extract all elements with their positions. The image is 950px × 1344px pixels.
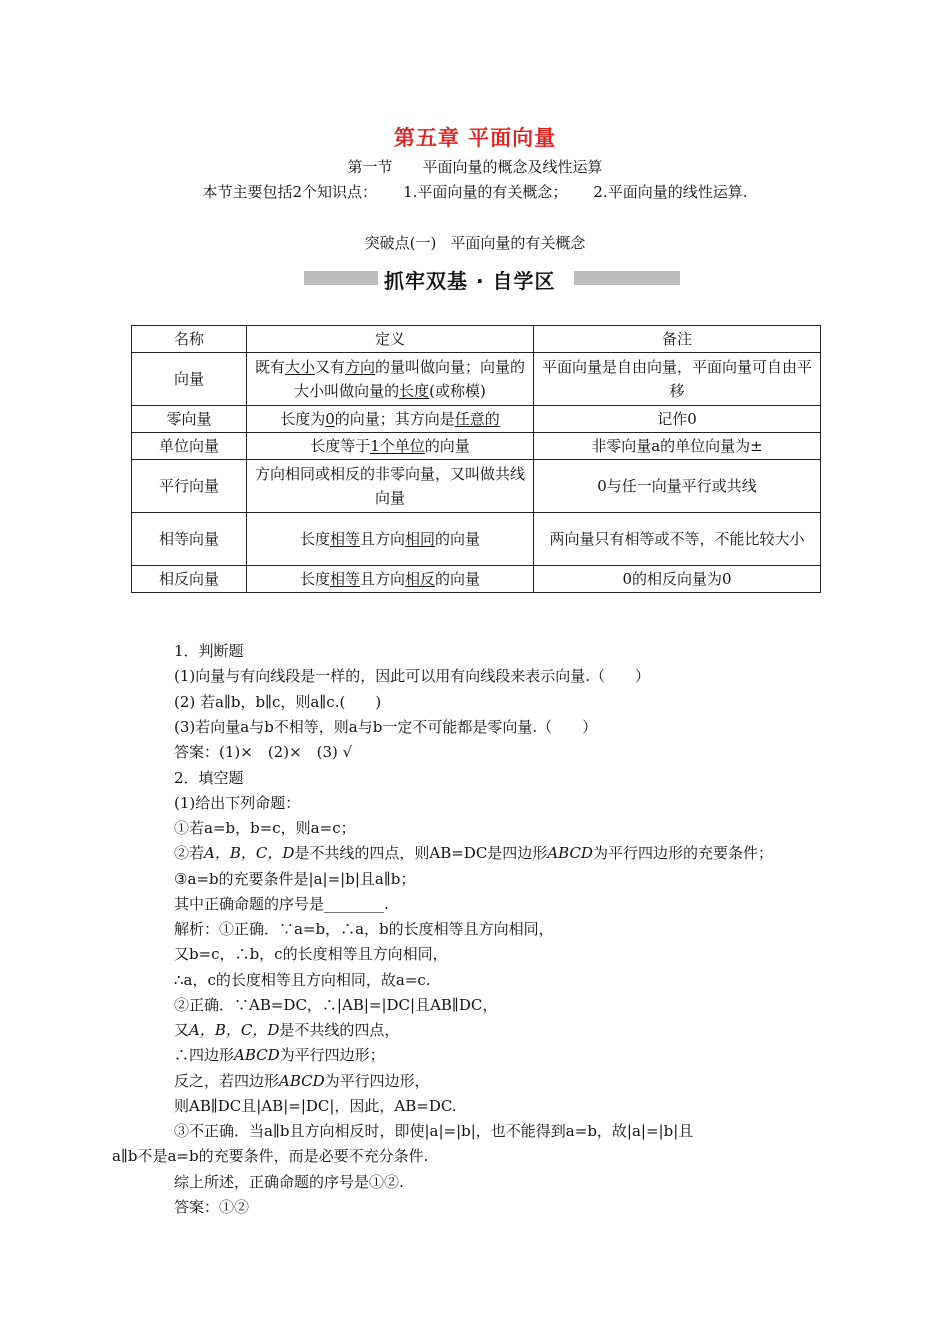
analysis-line: ③不正确．当a∥b且方向相反时，即使|a|=|b|，也不能得到a=b，故|a|=|b|且	[174, 1122, 694, 1140]
header-definition: 定义	[247, 326, 534, 353]
section-name: 平面向量的概念及线性运算	[422, 158, 603, 176]
analysis-line: 又A，B，C，D是不共线的四点，	[174, 1021, 400, 1039]
analysis-line: ②正确．∵AB=DC，∴|AB|=|DC|且AB∥DC，	[174, 996, 498, 1014]
judge-item-3: (3)若向量a与b不相等，则a与b一定不可能都是零向量.（ ）	[174, 718, 598, 736]
analysis-line: ∴四边形ABCD为平行四边形；	[174, 1046, 385, 1064]
intro-point-2: 2.平面向量的线性运算.	[593, 183, 748, 201]
breakthrough-name: 平面向量的有关概念	[450, 234, 586, 252]
analysis-line: 则AB∥DC且|AB|=|DC|，因此，AB=DC.	[174, 1097, 457, 1115]
intro-point-1: 1.平面向量的有关概念；	[403, 183, 568, 201]
judge-item-1: (1)向量与有向线段是一样的，因此可以用有向线段来表示向量.（ ）	[174, 667, 651, 685]
question-heading-fill: 2．填空题	[174, 769, 244, 787]
judge-answer: 答案：(1)× (2)× (3) √	[174, 743, 353, 761]
final-answer: 答案：①②	[174, 1198, 250, 1216]
row-note: 0的相反向量为0	[534, 566, 821, 593]
analysis-line: ∴a，c的长度相等且方向相同，故a=c.	[174, 971, 431, 989]
question-heading-judge: 1．判断题	[174, 642, 244, 660]
row-note: 记作0	[534, 406, 821, 433]
row-note: 非零向量a的单位向量为±	[534, 433, 821, 460]
fill-blank-question: 其中正确命题的序号是________.	[174, 895, 389, 913]
row-definition: 长度等于1个单位的向量	[247, 433, 534, 460]
row-name: 平行向量	[132, 460, 247, 513]
row-name: 相等向量	[132, 513, 247, 566]
row-name: 零向量	[132, 406, 247, 433]
row-definition: 方向相同或相反的非零向量，又叫做共线向量	[247, 460, 534, 513]
intro-lead: 本节主要包括2个知识点：	[202, 183, 378, 201]
chapter-title: 第五章 平面向量	[393, 125, 557, 150]
row-name: 单位向量	[132, 433, 247, 460]
row-note: 两向量只有相等或不等，不能比较大小	[534, 513, 821, 566]
row-definition: 长度相等且方向相同的向量	[247, 513, 534, 566]
row-definition: 长度为0的向量；其方向是任意的	[247, 406, 534, 433]
section-number: 第一节	[347, 158, 393, 176]
row-definition: 既有大小又有方向的量叫做向量；向量的大小叫做向量的长度(或称模)	[247, 353, 534, 406]
row-name: 向量	[132, 353, 247, 406]
row-definition: 长度相等且方向相反的向量	[247, 566, 534, 593]
proposition-1: ①若a=b，b=c，则a=c；	[174, 819, 356, 837]
analysis-line: a∥b不是a=b的充要条件，而是必要不充分条件.	[112, 1147, 429, 1165]
header-name: 名称	[132, 326, 247, 353]
breakthrough-label: 突破点(一)	[364, 234, 437, 252]
banner-text: 抓牢双基 · 自学区	[384, 269, 556, 293]
analysis-line: 又b=c，∴b，c的长度相等且方向相同，	[174, 945, 448, 963]
analysis-line: 解析：①正确．∵a=b，∴a，b的长度相等且方向相同，	[174, 920, 554, 938]
judge-item-2: (2) 若a∥b，b∥c，则a∥c.( )	[174, 693, 382, 711]
proposition-3: ③a=b的充要条件是|a|=|b|且a∥b；	[174, 870, 416, 888]
header-note: 备注	[534, 326, 821, 353]
analysis-line: 反之，若四边形ABCD为平行四边形，	[174, 1072, 430, 1090]
fill-item-intro: (1)给出下列命题：	[174, 794, 301, 812]
proposition-2: ②若A，B，C，D是不共线的四点，则AB=DC是四边形ABCD为平行四边形的充要条件；	[174, 844, 773, 862]
row-name: 相反向量	[132, 566, 247, 593]
row-note: 平面向量是自由向量，平面向量可自由平移	[534, 353, 821, 406]
analysis-summary: 综上所述，正确命题的序号是①②.	[174, 1173, 404, 1191]
row-note: 0与任一向量平行或共线	[534, 460, 821, 513]
